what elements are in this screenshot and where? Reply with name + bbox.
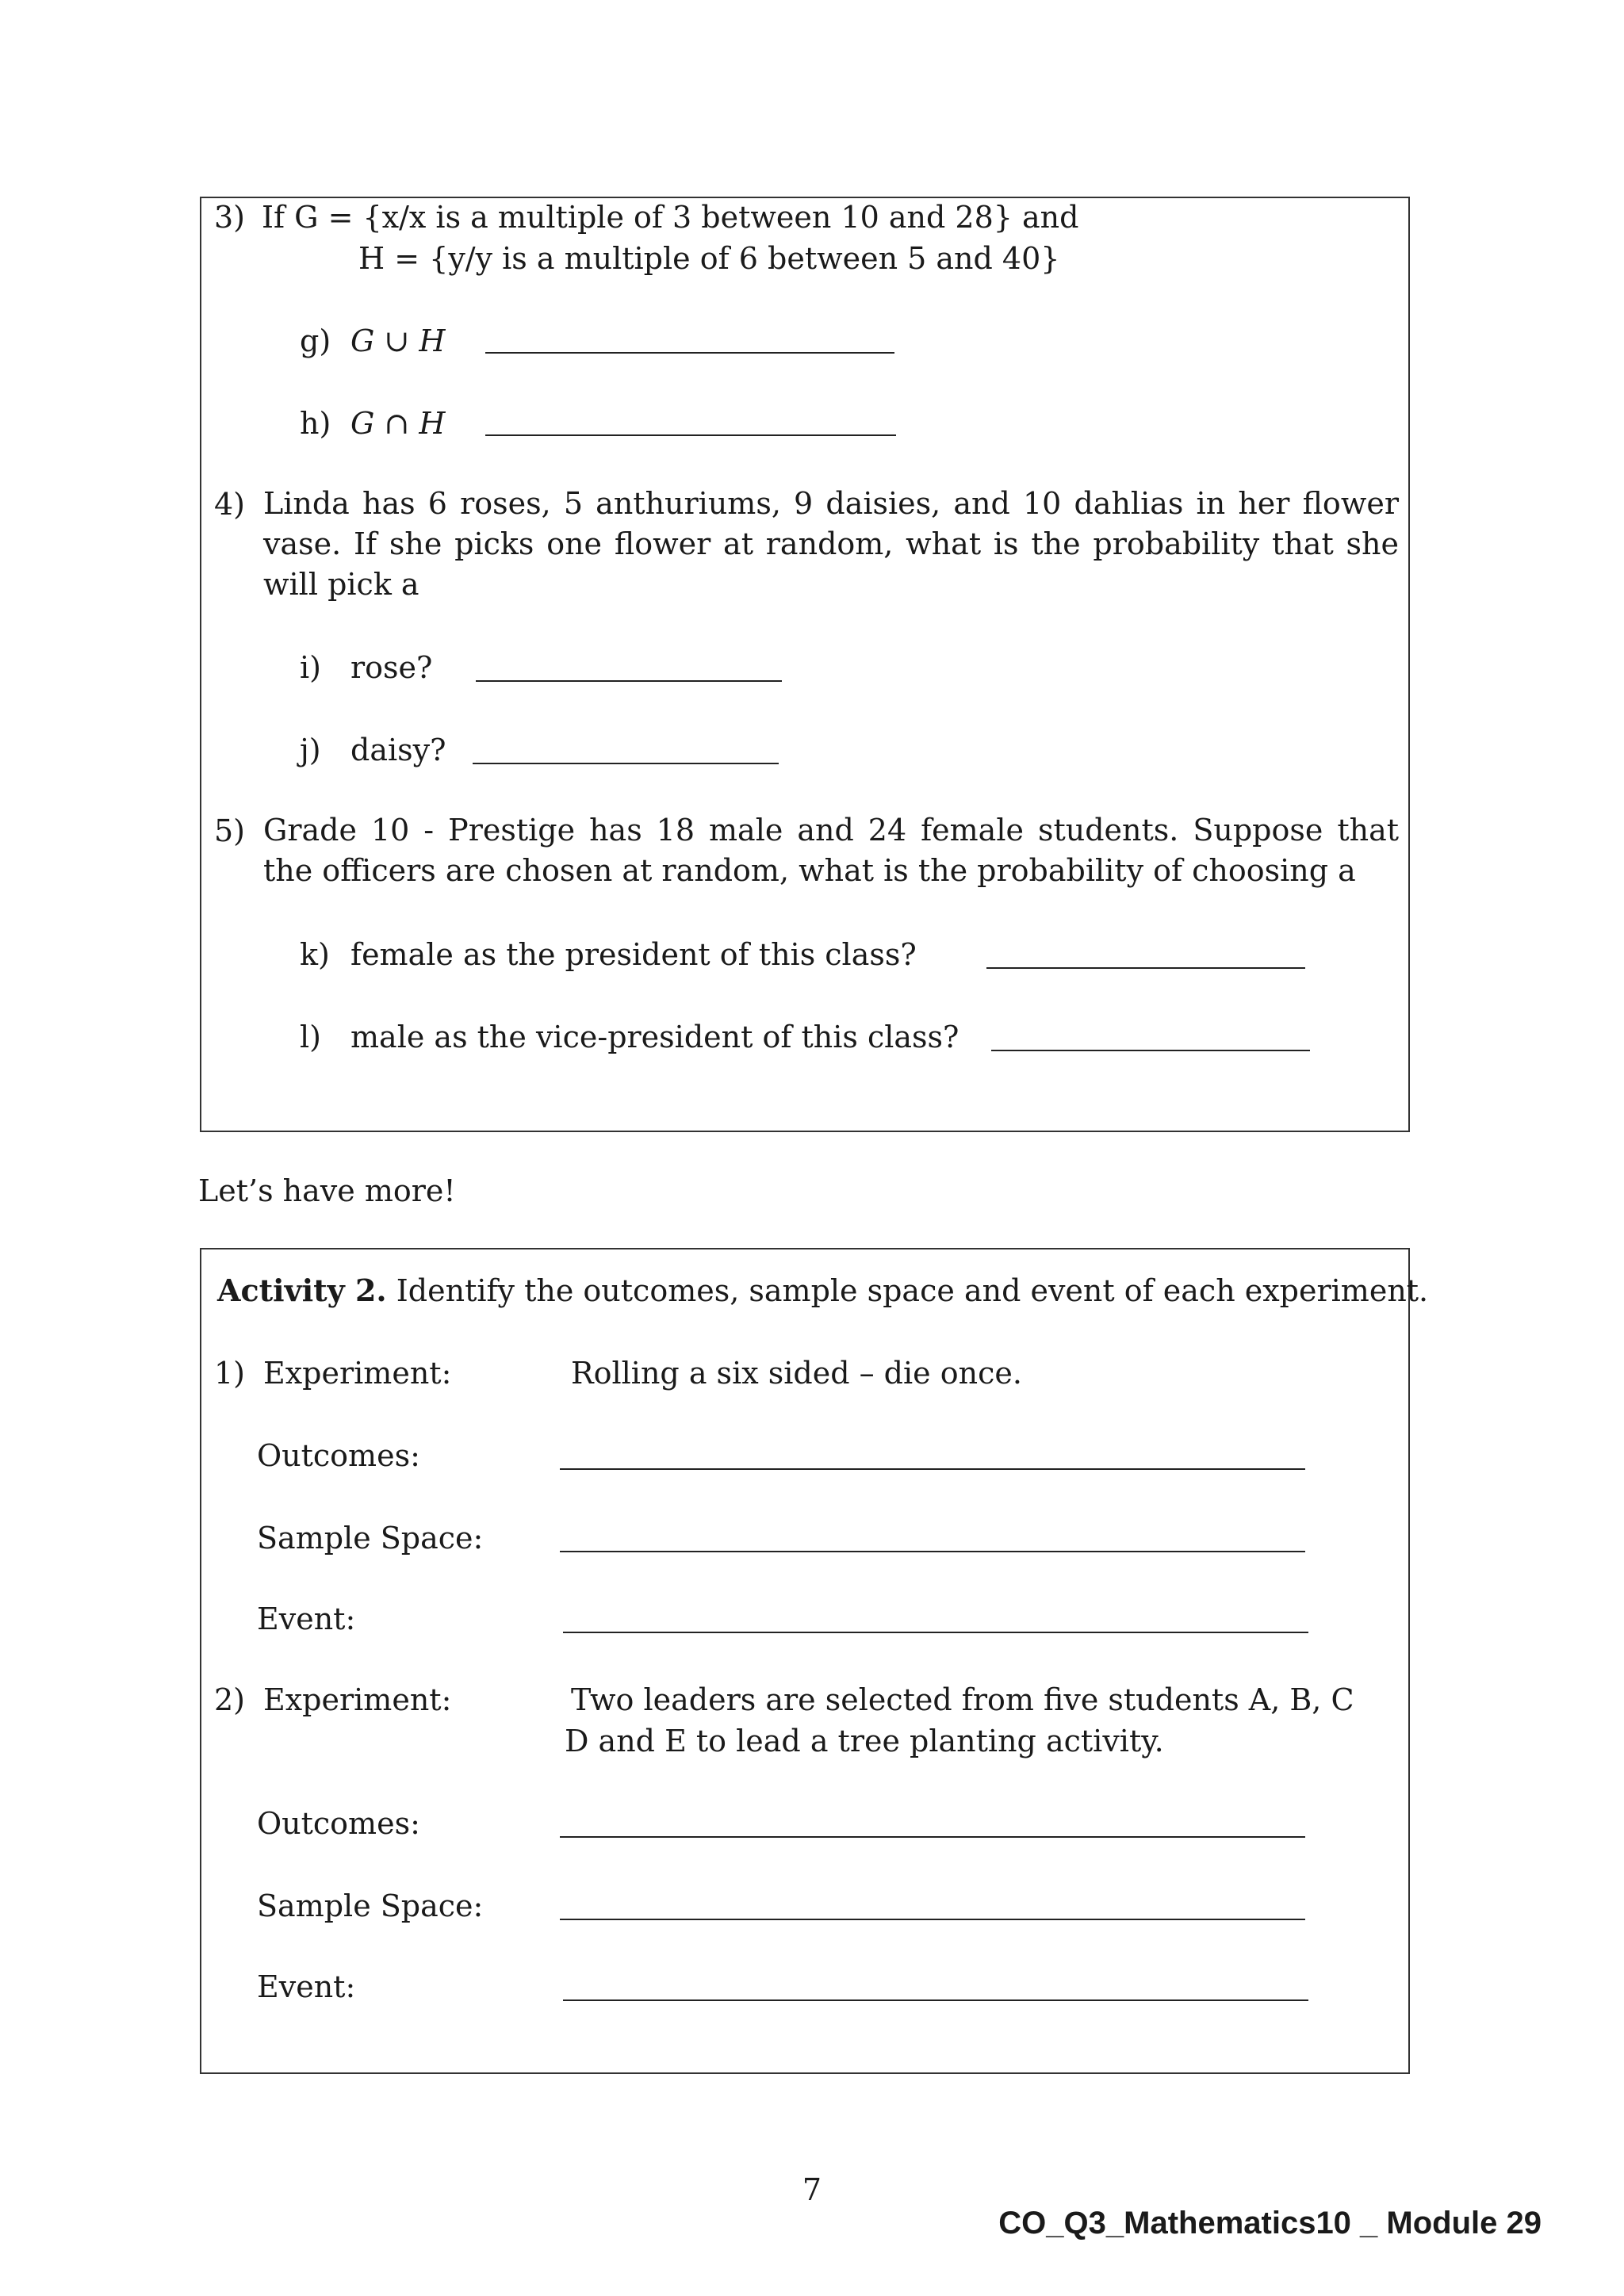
q3-h-label: h)	[300, 406, 331, 441]
exp2-label: Experiment:	[263, 1682, 452, 1717]
q5-l-label: l)	[300, 1020, 321, 1054]
exp1-sample-space-answer-line[interactable]	[560, 1551, 1305, 1552]
activity-title: Activity 2.	[217, 1272, 387, 1308]
exp2-event-label: Event:	[257, 1969, 356, 2004]
q3-g-answer-line[interactable]	[485, 352, 894, 354]
exp2-outcomes-label: Outcomes:	[257, 1806, 420, 1841]
exp2-number: 2)	[214, 1682, 246, 1717]
q5-number: 5)	[214, 813, 246, 848]
exp2-sample-space-label: Sample Space:	[257, 1888, 484, 1923]
exp2-sample-space-answer-line[interactable]	[560, 1919, 1305, 1920]
q3-g-label: g)	[300, 323, 331, 358]
q4-j-answer-line[interactable]	[473, 763, 779, 764]
intro-text: Let’s have more!	[198, 1173, 456, 1208]
exp2-outcomes-answer-line[interactable]	[560, 1836, 1305, 1838]
exp1-event-label: Event:	[257, 1601, 356, 1636]
q4-text: Linda has 6 roses, 5 anthuriums, 9 daisies, and 10 dahlias in her flower vase. If she picks one flower at random, what is the probability that she will pick a	[263, 486, 1399, 602]
q5-k-answer-line[interactable]	[986, 967, 1305, 969]
exp1-label: Experiment:	[263, 1356, 452, 1391]
q5-l-answer-line[interactable]	[991, 1050, 1310, 1051]
exp2-description-line2: D and E to lead a tree planting activity.	[565, 1724, 1164, 1758]
activity-heading	[217, 1270, 1428, 1311]
q3-g-expr: G ∪ H	[350, 323, 446, 358]
q4-j-label: j)	[300, 733, 321, 767]
q3-number: 3)	[214, 200, 246, 235]
q5-l-text: male as the vice-president of this class?	[350, 1020, 959, 1054]
q4-number: 4)	[214, 487, 246, 522]
exp1-number: 1)	[214, 1356, 246, 1391]
q4-i-text: rose?	[350, 650, 433, 685]
exp2-event-answer-line[interactable]	[563, 1999, 1308, 2001]
q3-h-expr: G ∩ H	[350, 406, 446, 441]
exp1-outcomes-label: Outcomes:	[257, 1438, 420, 1473]
module-code: CO_Q3_Mathematics10 _ Module 29	[998, 2206, 1542, 2241]
q3-line2: H = {y/y is a multiple of 6 between 5 and 40}	[358, 241, 1060, 276]
q5-k-label: k)	[300, 937, 330, 972]
exp1-sample-space-label: Sample Space:	[257, 1521, 484, 1556]
q3-h-answer-line[interactable]	[485, 434, 896, 436]
q5-text: Grade 10 - Prestige has 18 male and 24 female students. Suppose that the officers are chosen at random, what is the probability of choosing a	[263, 813, 1399, 888]
exp1-event-answer-line[interactable]	[563, 1632, 1308, 1633]
exp1-outcomes-answer-line[interactable]	[560, 1468, 1305, 1470]
q4-i-answer-line[interactable]	[476, 680, 782, 682]
q4-j-text: daisy?	[350, 733, 446, 767]
q5-k-text: female as the president of this class?	[350, 937, 917, 972]
q4-i-label: i)	[300, 650, 321, 685]
q3-line1: If G = {x/x is a multiple of 3 between 10 and 28} and	[262, 200, 1079, 235]
activity-instruction: Identify the outcomes, sample space and event of each experiment.	[396, 1273, 1429, 1308]
exp1-description: Rolling a six sided – die once.	[571, 1356, 1022, 1391]
exp2-description-line1: Two leaders are selected from five students A, B, C	[571, 1682, 1354, 1717]
page-number: 7	[802, 2172, 822, 2207]
